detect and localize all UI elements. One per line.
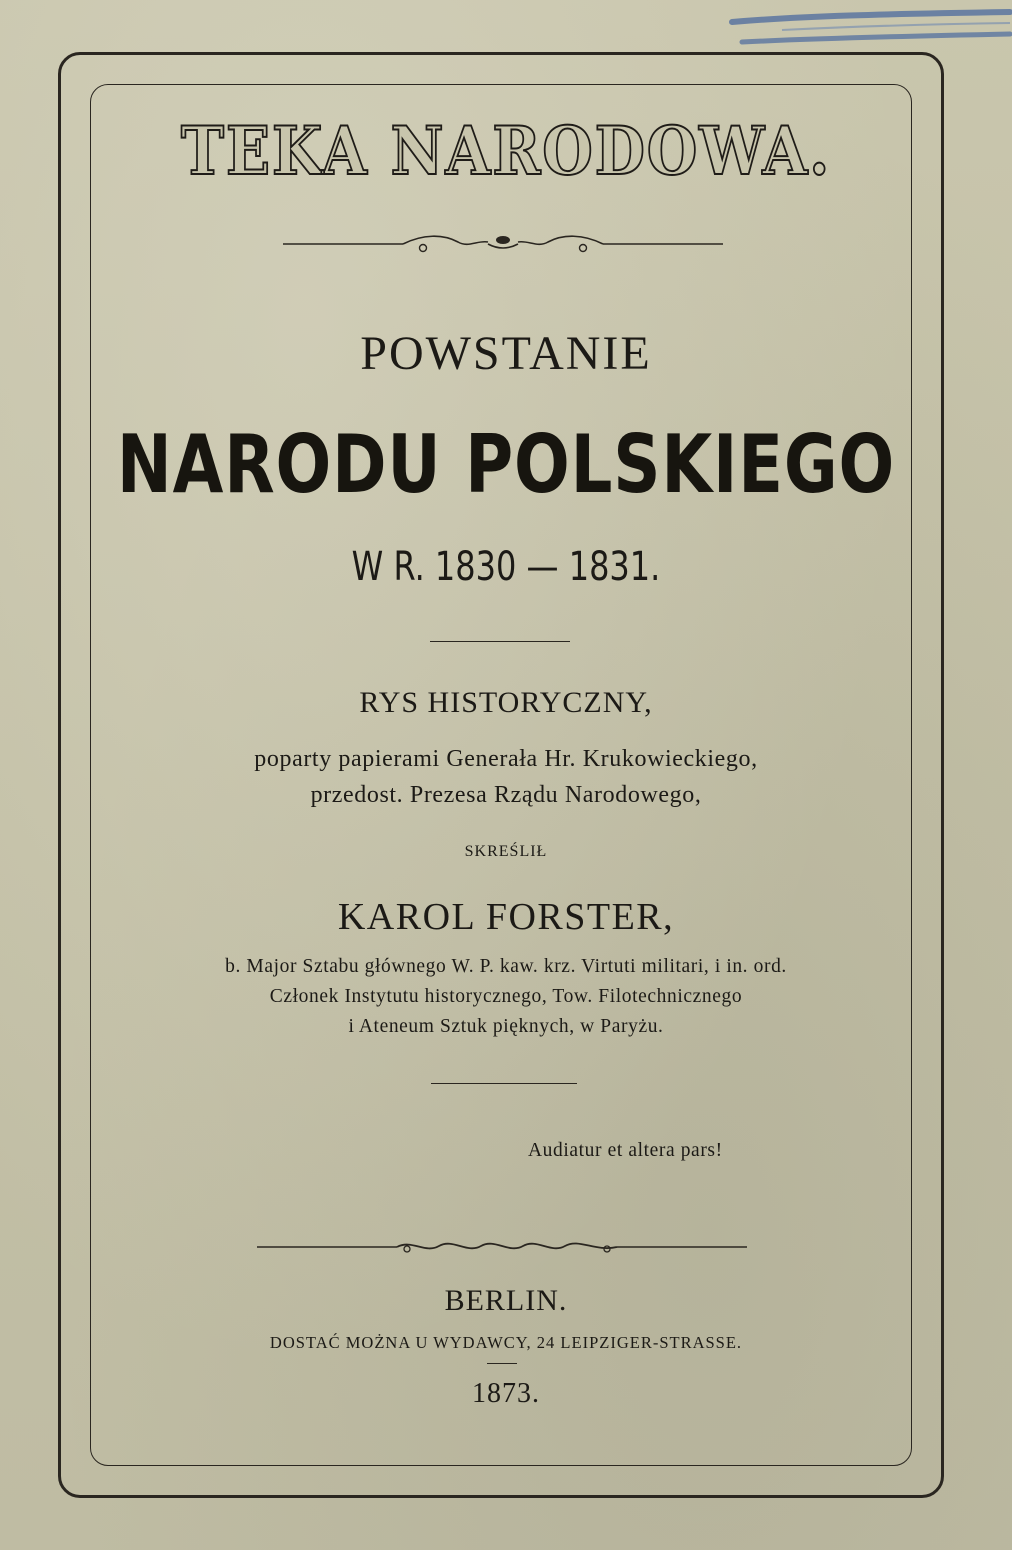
imprint-year: 1873. — [472, 1378, 540, 1409]
author-intro: SKREŚLIŁ — [464, 843, 548, 860]
title-line-1: POWSTANIE — [360, 327, 652, 380]
ornamental-divider-top — [283, 230, 723, 258]
support-line-2: przedost. Prezesa Rządu Narodowego, — [310, 782, 702, 808]
short-rule-1 — [430, 641, 570, 642]
title-line-2: NARODU POLSKIEGO — [116, 418, 896, 511]
ornamental-divider-bottom — [257, 1234, 747, 1260]
short-rule-2 — [431, 1083, 577, 1084]
credentials-line-2: Członek Instytutu historycznego, Tow. Filotechnicznego — [269, 986, 743, 1007]
credentials-line-1: b. Major Sztabu głównego W. P. kaw. krz. Virtuti militari, i in. ord. — [225, 956, 787, 977]
support-line-1: poparty papierami Generała Hr. Krukowieckiego, — [254, 746, 758, 772]
subtitle: RYS HISTORYCZNY, — [359, 686, 653, 719]
imprint-publisher: DOSTAĆ MOŻNA U WYDAWCY, 24 LEIPZIGER-STRASSE. — [269, 1333, 743, 1352]
author-name: KAROL FORSTER, — [337, 896, 675, 938]
imprint-city: BERLIN. — [444, 1284, 568, 1317]
short-rule-3 — [487, 1363, 517, 1364]
credentials-line-3: i Ateneum Sztuk pięknych, w Paryżu. — [348, 1016, 664, 1037]
motto: Audiatur et altera pars! — [528, 1140, 723, 1161]
title-line-3: W R. 1830 — 1831. — [351, 544, 661, 590]
series-title: TEKA NARODOWA. — [180, 112, 832, 190]
blue-pencil-mark — [722, 8, 1012, 50]
